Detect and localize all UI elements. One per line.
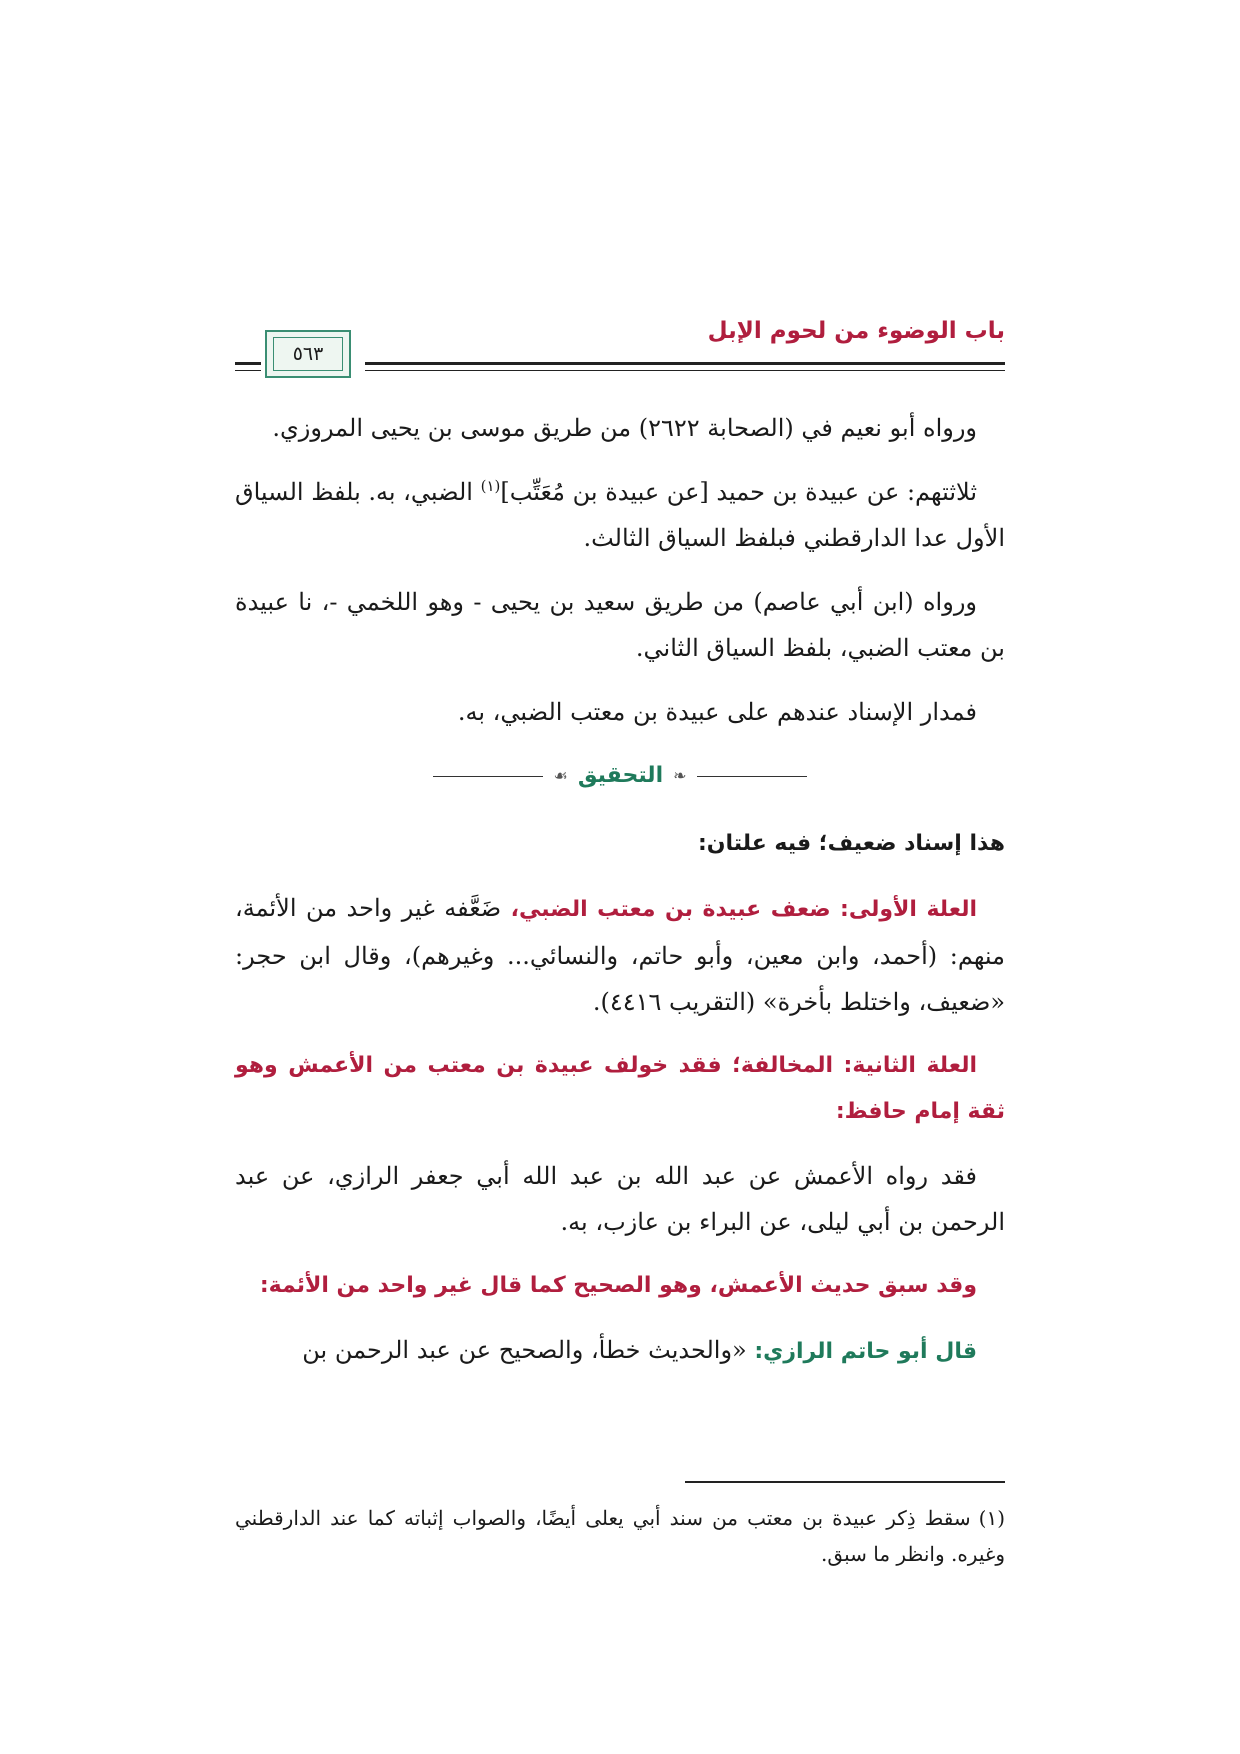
chapter-title: باب الوضوء من لحوم الإبل (707, 318, 1005, 344)
divider-line (697, 776, 807, 777)
paragraph: فقد رواه الأعمش عن عبد الله بن عبد الله أبي جعفر الرازي، عن عبد الرحمن بن أبي ليلى، عن البراء بن عازب، به. (235, 1162, 1005, 1236)
header-rule-left (235, 362, 261, 365)
header-rule-left-thin (235, 370, 261, 371)
footnote-separator (685, 1481, 1005, 1483)
text-span: الضبي، به. بلفظ السياق الأول عدا الدارقطني فبلفظ السياق الثالث. (235, 478, 1005, 552)
highlight-heading: قال أبو حاتم الرازي: (754, 1339, 977, 1364)
page-number-frame (265, 330, 351, 378)
footnote-number: (١) (978, 1506, 1005, 1530)
text-span: ثلاثتهم: عن عبيدة بن حميد [عن عبيدة بن مُعَتِّب] (500, 478, 977, 506)
footnote-text: سقط ذِكر عبيدة بن معتب من سند أبي يعلى أيضًا، والصواب إثباته كما عند الدارقطني وغيره. وانظر ما سبق. (235, 1506, 1005, 1566)
text-span: ضَعَّفه غير واحد من الأئمة، منهم: (أحمد، وابن معين، وأبو حاتم، والنسائي... وغيرهم)، وقال ابن حجر: «ضعيف، واختلط بأخرة» (التقريب ٤٤١٦). (235, 894, 1005, 1016)
footnote-ref[interactable]: (١) (480, 477, 501, 495)
paragraph: فمدار الإسناد عندهم على عبيدة بن معتب الضبي، به. (457, 698, 977, 726)
text-span: «والحديث خطأ، والصحيح عن عبد الرحمن بن (302, 1336, 755, 1364)
paragraph: ورواه (ابن أبي عاصم) من طريق سعيد بن يحيى - وهو اللخمي -، نا عبيدة بن معتب الضبي، بلفظ السياق الثاني. (235, 588, 1005, 662)
ornament-icon: ❧ (673, 766, 687, 785)
paragraph-heading: العلة الثانية: المخالفة؛ فقد خولف عبيدة بن معتب من الأعمش وهو ثقة إمام حافظ: (235, 1053, 1005, 1124)
paragraph-heading: هذا إسناد ضعيف؛ فيه علتان: (697, 831, 1005, 856)
paragraph-heading: وقد سبق حديث الأعمش، وهو الصحيح كما قال غير واحد من الأئمة: (259, 1273, 977, 1298)
ornament-icon: ☙ (553, 766, 568, 785)
footnote (235, 1500, 1005, 1572)
main-text (235, 405, 1005, 1393)
header-rule-right (365, 362, 1005, 365)
paragraph (235, 469, 1005, 561)
header-rule-right-thin (365, 370, 1005, 371)
divider-line (433, 776, 543, 777)
section-title: التحقيق (577, 763, 664, 788)
section-divider (235, 753, 1005, 799)
paragraph: ورواه أبو نعيم في (الصحابة ٢٦٢٢) من طريق موسى بن يحيى المروزي. (272, 414, 977, 442)
page-header (235, 318, 1005, 388)
page-number: ٥٦٣ (273, 337, 343, 371)
footnotes (235, 1500, 1005, 1572)
paragraph (235, 1327, 1005, 1375)
paragraph (235, 885, 1005, 1025)
highlight-heading: العلة الأولى: ضعف عبيدة بن معتب الضبي، (510, 897, 978, 922)
